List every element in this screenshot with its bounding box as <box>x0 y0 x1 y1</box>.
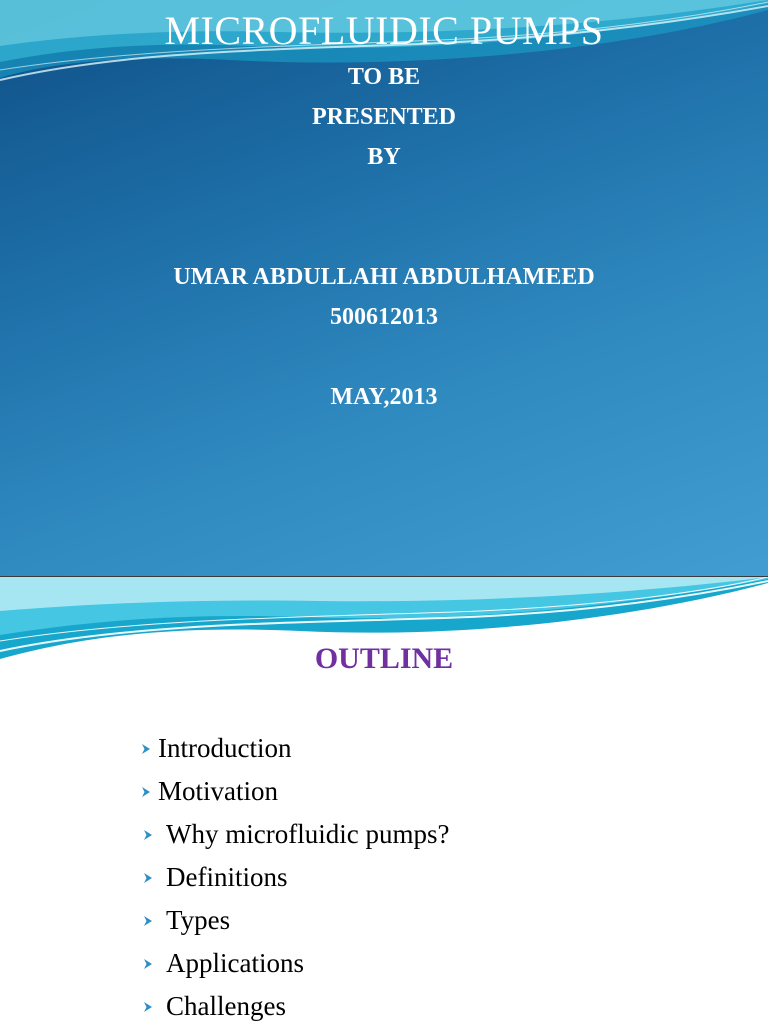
outline-slide <box>0 577 768 1024</box>
arrow-bullet-icon <box>140 786 152 798</box>
list-item-label: Types <box>166 905 231 935</box>
subtitle-line-presented: PRESENTED <box>311 104 457 130</box>
list-item <box>140 899 449 942</box>
arrow-bullet-icon <box>142 1001 154 1013</box>
arrow-bullet-icon <box>142 872 154 884</box>
arrow-bullet-icon <box>142 829 154 841</box>
subtitle-line-to-be: TO BE <box>347 64 421 90</box>
list-item-label: Definitions <box>166 862 288 892</box>
list-item-label: Challenges <box>166 991 286 1021</box>
list-item <box>140 942 449 985</box>
presentation-date: MAY,2013 <box>330 384 438 410</box>
list-item-label: Motivation <box>158 776 278 806</box>
list-item <box>140 856 449 899</box>
list-item <box>140 770 449 813</box>
list-item-label: Applications <box>166 948 304 978</box>
student-id: 500612013 <box>330 304 438 330</box>
arrow-bullet-icon <box>142 915 154 927</box>
list-item <box>140 985 449 1024</box>
subtitle-line-by: BY <box>367 144 401 170</box>
list-item-label: Introduction <box>158 733 292 763</box>
outline-heading: OUTLINE <box>314 642 454 675</box>
arrow-bullet-icon <box>142 958 154 970</box>
presentation-title: MICROFLUIDIC PUMPS <box>164 8 604 53</box>
author-name: UMAR ABDULLAHI ABDULHAMEED <box>173 264 595 290</box>
arrow-bullet-icon <box>140 743 152 755</box>
list-item <box>140 813 449 856</box>
list-item <box>140 727 449 770</box>
list-item-label: Why microfluidic pumps? <box>166 819 450 849</box>
outline-list <box>140 727 449 1024</box>
